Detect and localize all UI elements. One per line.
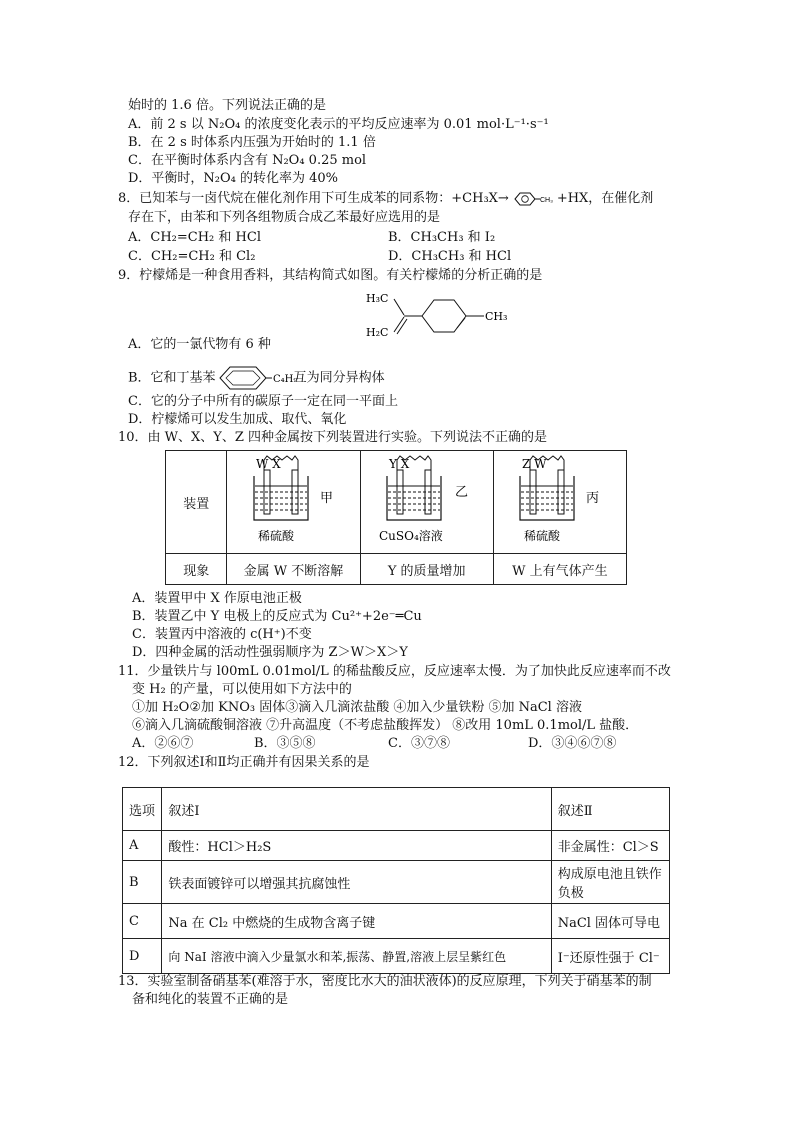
q7-option-b[interactable]: B．在 2 s 时体系内压强为开始时的 1.1 倍 xyxy=(128,135,376,150)
toluene-methyl-label: CH₃ xyxy=(539,196,553,204)
q8-option-a[interactable]: A．CH₂=CH₂ 和 HCl xyxy=(128,230,261,245)
q9-option-a[interactable]: A．它的一氯代物有 6 种 xyxy=(128,337,271,352)
q13-stem-line2: 备和纯化的装置不正确的是 xyxy=(132,992,289,1007)
q11-items-line1: ①加 H₂O②加 KNO₃ 固体③滴入几滴浓盐酸 ④加入少量铁粉 ⑤加 NaCl 溶液 xyxy=(132,700,582,715)
cell-bing-solution: 稀硫酸 xyxy=(523,529,560,543)
q9-option-b-pre: B．它和丁基苯 xyxy=(128,370,216,386)
limonene-structure xyxy=(360,288,520,344)
q9-option-d[interactable]: D．柠檬烯可以发生加成、取代、氧化 xyxy=(128,412,347,427)
phenomenon-row xyxy=(166,554,627,585)
q13-stem-line1: 13．实验室制备硝基苯(难溶于水，密度比水大的油状液体)的反应原理，下列关于硝基苯的制 xyxy=(118,974,652,989)
table-row xyxy=(123,861,670,904)
row-d-statement-2: I⁻还原性强于 Cl⁻ xyxy=(551,939,669,974)
q8-stem-line1 xyxy=(118,190,653,207)
row-b-statement-1: 铁表面镀锌可以增强其抗腐蚀性 xyxy=(162,861,551,904)
q10-option-b[interactable]: B．装置乙中 Y 电极上的反应式为 Cu²⁺+2e⁻═Cu xyxy=(132,609,422,624)
cell-jia-electrodes: W X xyxy=(255,457,281,471)
row-b-option: B xyxy=(123,861,162,904)
row-d-statement-1: 向 NaI 溶液中滴入少量氯水和苯,振荡、静置,溶液上层呈紫红色 xyxy=(162,939,551,974)
device-yi xyxy=(360,451,493,554)
q12-table xyxy=(122,787,670,974)
phenomenon-yi: Y 的质量增加 xyxy=(360,554,493,585)
q7-stem: 始时的 1.6 倍。下列说法正确的是 xyxy=(128,98,326,113)
cell-yi-solution: CuSO₄溶液 xyxy=(378,529,443,543)
device-jia xyxy=(227,451,360,554)
q8-option-b[interactable]: B．CH₃CH₃ 和 I₂ xyxy=(388,230,496,245)
cell-jia-solution: 稀硫酸 xyxy=(257,529,294,543)
q10-option-c[interactable]: C．装置丙中溶液的 c(H⁺)不变 xyxy=(132,627,312,642)
row-c-option: C xyxy=(123,904,162,939)
row-d-option: D xyxy=(123,939,162,974)
header-option: 选项 xyxy=(123,788,162,831)
table-header-row xyxy=(123,788,670,831)
q7-option-c[interactable]: C．在平衡时体系内含有 N₂O₄ 0.25 mol xyxy=(128,153,367,168)
galvanic-cell-yi xyxy=(367,454,487,546)
cell-bing-electrodes: Z W xyxy=(521,457,547,471)
header-statement-2: 叙述Ⅱ xyxy=(551,788,669,831)
q7-option-d[interactable]: D．平衡时，N₂O₄ 的转化率为 40% xyxy=(128,171,339,186)
apparatus-row xyxy=(166,451,627,554)
galvanic-cell-bing xyxy=(500,454,620,546)
toluene-structure xyxy=(509,191,557,207)
phenomenon-bing: W 上有气体产生 xyxy=(493,554,626,585)
butyl-label: C₄H₉ xyxy=(272,374,297,385)
cell-bing-name: 丙 xyxy=(585,491,599,506)
phenomenon-jia: 金属 W 不断溶解 xyxy=(227,554,360,585)
header-statement-1: 叙述Ⅰ xyxy=(162,788,551,831)
q10-option-d[interactable]: D．四种金属的活动性强弱顺序为 Z＞W＞X＞Y xyxy=(132,645,408,660)
cell-yi-electrodes: Y X xyxy=(388,457,409,471)
row-c-statement-1: Na 在 Cl₂ 中燃烧的生成物含离子键 xyxy=(162,904,551,939)
q7-option-a[interactable]: A．前 2 s 以 N₂O₄ 的浓度变化表示的平均反应速率为 0.01 mol·L⁻¹·s⁻¹ xyxy=(128,117,549,132)
q11-option-a[interactable]: A．②⑥⑦ xyxy=(132,736,194,751)
galvanic-cell-jia xyxy=(234,454,354,546)
row-c-statement-2: NaCl 固体可导电 xyxy=(551,904,669,939)
q11-option-b[interactable]: B．③⑤⑧ xyxy=(254,736,316,751)
q8-option-d[interactable]: D．CH₃CH₃ 和 HCl xyxy=(388,249,512,264)
q11-option-c[interactable]: C．③⑦⑧ xyxy=(388,736,450,751)
phenomenon-row-label: 现象 xyxy=(166,554,227,585)
cell-yi-name: 乙 xyxy=(454,485,468,500)
q11-option-d[interactable]: D．③④⑥⑦⑧ xyxy=(528,736,617,751)
row-a-statement-1: 酸性：HCl＞H₂S xyxy=(162,831,551,861)
q9-option-b[interactable] xyxy=(128,364,385,392)
table-row xyxy=(123,831,670,861)
row-b-statement-2: 构成原电池且铁作负极 xyxy=(551,861,669,904)
q9-stem: 9．柠檬烯是一种食用香料，其结构简式如图。有关柠檬烯的分析正确的是 xyxy=(118,268,543,283)
structure-label-h3c: H₃C xyxy=(366,292,389,305)
q8-option-c[interactable]: C．CH₂=CH₂ 和 Cl₂ xyxy=(128,249,256,264)
q11-stem-line1: 11．少量铁片与 l00mL 0.01mol/L 的稀盐酸反应，反应速率太慢．为了加快此反应速率而不改 xyxy=(118,664,671,679)
butylbenzene-structure xyxy=(216,364,297,392)
table-row xyxy=(123,939,670,974)
q8-stem-text: 8．已知苯与一卤代烷在催化剂作用下可生成苯的同系物：+CH₃X→ xyxy=(118,191,509,206)
q11-stem-line2: 变 H₂ 的产量，可以使用如下方法中的 xyxy=(132,682,352,697)
table-row xyxy=(123,904,670,939)
q10-stem: 10．由 W、X、Y、Z 四种金属按下列装置进行实验。下列说法不正确的是 xyxy=(118,430,548,445)
apparatus-row-label: 装置 xyxy=(166,451,227,554)
q9-option-b-post: 互为同分异构体 xyxy=(293,370,385,386)
device-bing xyxy=(493,451,626,554)
q10-apparatus-table xyxy=(165,450,627,585)
q8-stem-tail: +HX，在催化剂 xyxy=(556,191,654,206)
q10-option-a[interactable]: A．装置甲中 X 作原电池正极 xyxy=(132,591,302,606)
q9-option-c[interactable]: C．它的分子中所有的碳原子一定在同一平面上 xyxy=(128,394,398,409)
q12-stem: 12．下列叙述Ⅰ和Ⅱ均正确并有因果关系的是 xyxy=(118,755,370,770)
q11-items-line2: ⑥滴入几滴硫酸铜溶液 ⑦升高温度（不考虑盐酸挥发） ⑧改用 10mL 0.1mol/L 盐酸． xyxy=(132,718,639,733)
q8-stem-line2: 存在下，由苯和下列各组物质合成乙苯最好应选用的是 xyxy=(128,210,441,225)
row-a-option: A xyxy=(123,831,162,861)
cell-jia-name: 甲 xyxy=(319,491,333,506)
structure-label-ch3: CH₃ xyxy=(485,310,508,323)
structure-label-h2c: H₂C xyxy=(366,326,389,339)
row-a-statement-2: 非金属性：Cl＞S xyxy=(551,831,669,861)
